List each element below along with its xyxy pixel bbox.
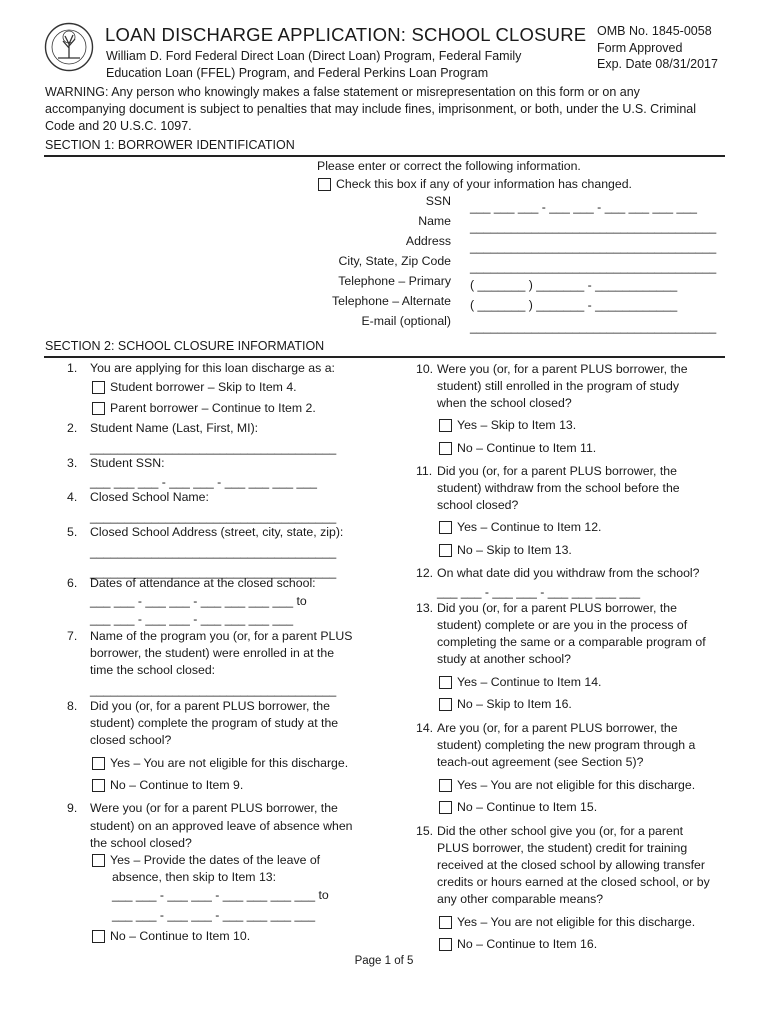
q12-withdraw-date-field[interactable]: ___ ___ - ___ ___ - ___ ___ ___ ___ (437, 585, 641, 599)
telephone-primary-label: Telephone – Primary (338, 274, 451, 288)
q10-text-line-3: when the school closed? (437, 396, 572, 410)
q10-no-checkbox[interactable] (439, 442, 452, 455)
q14-text-line-3: teach-out agreement (see Section 5)? (437, 755, 644, 769)
q13-no-label: No – Skip to Item 16. (457, 697, 572, 711)
q13-text-line-3: completing the same or a comparable program of (437, 635, 706, 649)
q9-text-line-1: Were you (or for a parent PLUS borrower, the (90, 801, 338, 815)
section-1-heading: SECTION 1: BORROWER IDENTIFICATION (45, 138, 295, 152)
subtitle-line-2: Education Loan (FFEL) Program, and Federal Perkins Loan Program (106, 66, 489, 80)
q6-end-date-field[interactable]: ___ ___ - ___ ___ - ___ ___ ___ ___ (90, 612, 294, 626)
q12-number: 12. (416, 566, 434, 580)
q13-no-checkbox[interactable] (439, 698, 452, 711)
warning-text (45, 84, 696, 135)
q11-yes-label: Yes – Continue to Item 12. (457, 520, 602, 534)
q15-text-line-1: Did the other school give you (or, for a parent (437, 824, 684, 838)
q15-no-label: No – Continue to Item 16. (457, 937, 598, 951)
q2-text: Student Name (Last, First, MI): (90, 421, 259, 435)
section-1-instruction: Please enter or correct the following information. (317, 159, 581, 173)
city-field[interactable]: ____________________________________ (470, 260, 717, 274)
warning-line-1: WARNING: Any person who knowingly makes a false statement or misrepresentation on this form or on any (45, 85, 640, 99)
section-2-divider (44, 356, 725, 358)
q15-number: 15. (416, 824, 434, 838)
section-2-heading: SECTION 2: SCHOOL CLOSURE INFORMATION (45, 339, 325, 353)
q9-no-label: No – Continue to Item 10. (110, 929, 251, 943)
omb-number: OMB No. 1845-0058 (597, 24, 712, 38)
q1-student-borrower-checkbox[interactable] (92, 381, 105, 394)
q14-yes-label: Yes – You are not eligible for this discharge. (457, 778, 696, 792)
q8-yes-label: Yes – You are not eligible for this discharge. (110, 756, 349, 770)
q13-text-line-2: student) complete or are you in the process of (437, 618, 688, 632)
section-1-divider (44, 155, 725, 157)
q15-text-line-4: credits or hours earned at the closed school, or by (437, 875, 710, 889)
name-label: Name (418, 214, 451, 228)
q8-text-line-1: Did you (or, for a parent PLUS borrower, the (90, 699, 330, 713)
q11-text-line-1: Did you (or, for a parent PLUS borrower, the (437, 464, 677, 478)
ssn-field[interactable]: ___ ___ ___ - ___ ___ - ___ ___ ___ ___ (470, 200, 698, 214)
q14-no-checkbox[interactable] (439, 801, 452, 814)
q9-no-checkbox[interactable] (92, 930, 105, 943)
ssn-label: SSN (425, 194, 451, 208)
q5-text: Closed School Address (street, city, state, zip): (90, 525, 344, 539)
q9-text-line-3: the school closed? (90, 836, 192, 850)
q3-text: Student SSN: (90, 456, 165, 470)
telephone-primary-field[interactable]: ( _______ ) _______ - ____________ (470, 278, 678, 292)
name-field[interactable]: ____________________________________ (470, 220, 717, 234)
q15-yes-checkbox[interactable] (439, 916, 452, 929)
expiration-date: Exp. Date 08/31/2017 (597, 57, 718, 71)
q2-number: 2. (67, 421, 78, 435)
telephone-alternate-field[interactable]: ( _______ ) _______ - ____________ (470, 298, 678, 312)
address-field[interactable]: ____________________________________ (470, 240, 717, 254)
q8-text-line-3: closed school? (90, 733, 172, 747)
q5-number: 5. (67, 525, 78, 539)
q9-text-line-2: student) on an approved leave of absence when (90, 819, 353, 833)
q10-text-line-1: Were you (or, for a parent PLUS borrower, the (437, 362, 688, 376)
email-label: E-mail (optional) (361, 314, 451, 328)
q12-text: On what date did you withdraw from the school? (437, 566, 700, 580)
q1-student-borrower-label: Student borrower – Skip to Item 4. (110, 380, 297, 394)
q4-number: 4. (67, 490, 78, 504)
q8-yes-checkbox[interactable] (92, 757, 105, 770)
q15-text-line-2: PLUS borrower, the student) credit for training (437, 841, 688, 855)
q13-yes-label: Yes – Continue to Item 14. (457, 675, 602, 689)
q4-school-name-field[interactable]: ____________________________________ (90, 510, 337, 524)
q13-text-line-1: Did you (or, for a parent PLUS borrower, the (437, 601, 677, 615)
q14-number: 14. (416, 721, 434, 735)
q5-address-field-1[interactable]: ____________________________________ (90, 545, 337, 559)
q8-no-checkbox[interactable] (92, 779, 105, 792)
address-label: Address (405, 234, 451, 248)
q9-number: 9. (67, 801, 78, 815)
q2-student-name-field[interactable]: ____________________________________ (90, 441, 337, 455)
q14-yes-checkbox[interactable] (439, 779, 452, 792)
q11-no-checkbox[interactable] (439, 544, 452, 557)
q10-number: 10. (416, 362, 434, 376)
q10-no-label: No – Continue to Item 11. (457, 441, 597, 455)
warning-line-2: accompanying document is subject to penalties that may include fines, imprisonment, or both, under the U.S. Criminal (45, 102, 697, 116)
form-title: LOAN DISCHARGE APPLICATION: SCHOOL CLOSURE (105, 24, 587, 45)
q11-yes-checkbox[interactable] (439, 521, 452, 534)
q7-number: 7. (67, 629, 78, 643)
q9-yes-checkbox[interactable] (92, 854, 105, 867)
q14-text-line-2: student) completing the new program through a (437, 738, 696, 752)
approval-status: Form Approved (597, 40, 683, 55)
q8-text-line-2: student) complete the program of study at the (90, 716, 339, 730)
q10-yes-label: Yes – Skip to Item 13. (457, 418, 577, 432)
q15-yes-label: Yes – You are not eligible for this discharge. (457, 915, 696, 929)
q9-leave-end-date-field[interactable]: ___ ___ - ___ ___ - ___ ___ ___ ___ (112, 908, 316, 922)
q9-yes-label-line-1: Yes – Provide the dates of the leave of (110, 853, 321, 867)
form-subtitle (106, 48, 521, 82)
email-field[interactable]: ____________________________________ (470, 320, 717, 334)
q5-address-field-2[interactable]: ____________________________________ (90, 565, 337, 579)
q9-yes-label-line-2: absence, then skip to Item 13: (112, 870, 277, 884)
q6-number: 6. (67, 576, 78, 590)
q1-number: 1. (67, 361, 78, 375)
city-label: City, State, Zip Code (338, 254, 451, 268)
q4-text: Closed School Name: (90, 490, 209, 504)
department-seal-logo (44, 22, 94, 72)
warning-line-3: Code and 20 U.S.C. 1097. (45, 119, 192, 133)
q8-no-label: No – Continue to Item 9. (110, 778, 244, 792)
q11-text-line-3: school closed? (437, 498, 519, 512)
q7-program-name-field[interactable]: ____________________________________ (90, 683, 337, 697)
q13-number: 13. (416, 601, 434, 615)
q15-text-line-3: received at the closed school by allowing transfer (437, 858, 705, 872)
q7-text-line-1: Name of the program you (or, for a parent PLUS (90, 629, 353, 643)
q11-text-line-2: student) withdraw from the school before the (437, 481, 680, 495)
q3-student-ssn-field[interactable]: ___ ___ ___ - ___ ___ - ___ ___ ___ ___ (90, 475, 318, 489)
q8-number: 8. (67, 699, 78, 713)
q13-yes-checkbox[interactable] (439, 676, 452, 689)
telephone-alternate-label: Telephone – Alternate (332, 294, 451, 308)
omb-block (597, 23, 718, 73)
q1-parent-borrower-label: Parent borrower – Continue to Item 2. (110, 401, 316, 415)
q11-number: 11. (416, 464, 433, 478)
q14-no-label: No – Continue to Item 15. (457, 800, 598, 814)
info-changed-checkbox[interactable] (318, 178, 331, 191)
info-changed-label: Check this box if any of your information has changed. (336, 177, 632, 191)
subtitle-line-1: William D. Ford Federal Direct Loan (Direct Loan) Program, Federal Family (106, 49, 522, 63)
q6-text: Dates of attendance at the closed school: (90, 576, 316, 590)
q14-text-line-1: Are you (or, for a parent PLUS borrower, the (437, 721, 678, 735)
q1-parent-borrower-checkbox[interactable] (92, 402, 105, 415)
q1-text: You are applying for this loan discharge as a: (90, 361, 335, 375)
page-number: Page 1 of 5 (354, 955, 414, 967)
q3-number: 3. (67, 456, 78, 470)
q13-text-line-4: study at another school? (437, 652, 571, 666)
q15-no-checkbox[interactable] (439, 938, 452, 951)
q7-text-line-3: time the school closed: (90, 663, 216, 677)
q10-yes-checkbox[interactable] (439, 419, 452, 432)
q11-no-label: No – Skip to Item 13. (457, 543, 572, 557)
q9-leave-start-date-field[interactable]: ___ ___ - ___ ___ - ___ ___ ___ ___ to (112, 888, 329, 902)
q7-text-line-2: borrower, the student) were enrolled in at the (90, 646, 335, 660)
q15-text-line-5: any other comparable means? (437, 892, 604, 906)
q10-text-line-2: student) still enrolled in the program of study (437, 379, 679, 393)
q6-start-date-field[interactable]: ___ ___ - ___ ___ - ___ ___ ___ ___ to (90, 594, 307, 608)
